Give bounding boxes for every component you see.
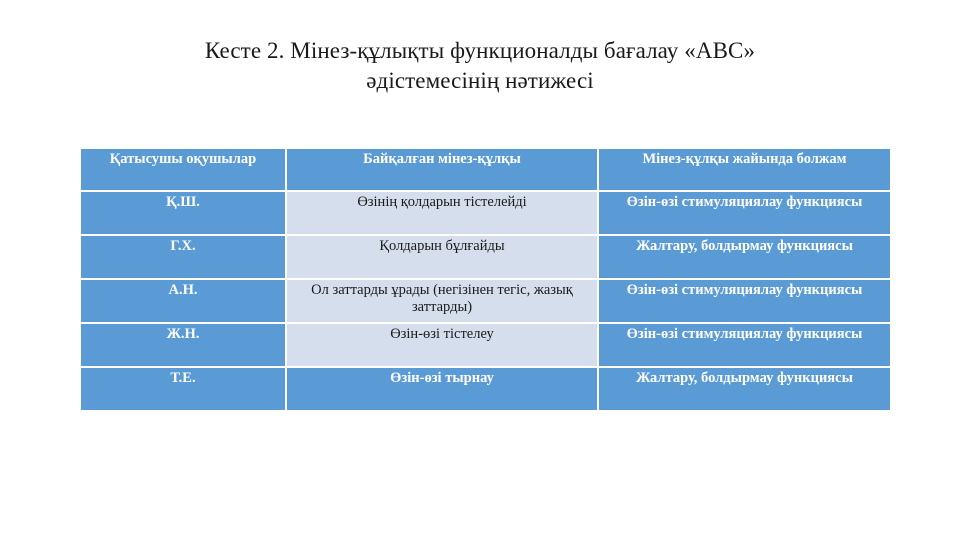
cell-hypothesis: Жалтару, болдырмау функциясы [598, 367, 891, 411]
cell-hypothesis: Өзін-өзі стимуляциялау функциясы [598, 323, 891, 367]
cell-hypothesis: Өзін-өзі стимуляциялау функциясы [598, 191, 891, 235]
cell-hypothesis: Өзін-өзі стимуляциялау функциясы [598, 279, 891, 323]
cell-behavior: Өзін-өзі тырнау [286, 367, 598, 411]
title-line-2: әдістемесінің нәтижесі [366, 68, 594, 93]
cell-student: Т.Е. [80, 367, 286, 411]
slide-title [0, 36, 960, 96]
cell-hypothesis: Жалтару, болдырмау функциясы [598, 235, 891, 279]
table-row [80, 191, 891, 235]
cell-behavior: Ол заттарды ұрады (негізінен тегіс, жазық заттарды) [286, 279, 598, 323]
table-row [80, 235, 891, 279]
cell-behavior: Қолдарын бұлғайды [286, 235, 598, 279]
table-row [80, 279, 891, 323]
cell-student: Қ.Ш. [80, 191, 286, 235]
table-row [80, 367, 891, 411]
cell-behavior: Өзін-өзі тістелеу [286, 323, 598, 367]
table-header-row [80, 148, 891, 191]
header-behavior: Байқалған мінез-құлқы [286, 148, 598, 191]
title-line-1: Кесте 2. Мінез-құлықты функционалды бағалау «АВС» [204, 38, 756, 63]
cell-behavior: Өзінің қолдарын тістелейді [286, 191, 598, 235]
cell-student: Г.Х. [80, 235, 286, 279]
cell-student: А.Н. [80, 279, 286, 323]
cell-student: Ж.Н. [80, 323, 286, 367]
header-students: Қатысушы оқушылар [80, 148, 286, 191]
table-row [80, 323, 891, 367]
header-hypothesis: Мінез-құлқы жайында болжам [598, 148, 891, 191]
abc-results-table [79, 147, 892, 412]
